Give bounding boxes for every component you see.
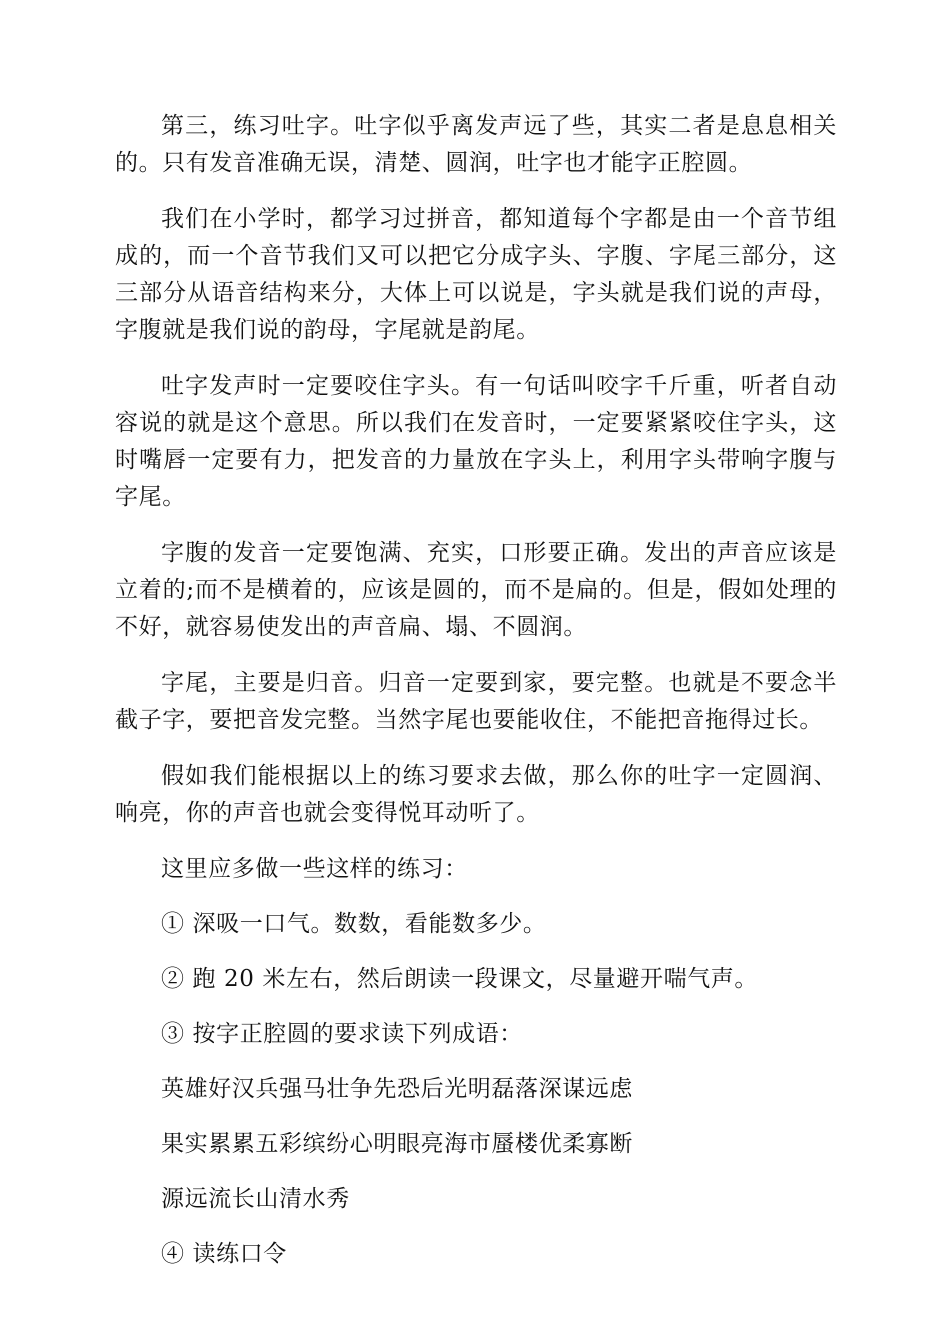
paragraph-summary: 假如我们能根据以上的练习要求去做，那么你的吐字一定圆润、响亮，你的声音也就会变得悦耳动听了。 [115,763,837,826]
exercise-item-3: ③ 按字正腔圆的要求读下列成语： [161,1021,523,1047]
idiom-line-1: 英雄好汉兵强马壮争先恐后光明磊落深谋远虑 [161,1076,633,1102]
paragraph-word-head: 吐字发声时一定要咬住字头。有一句话叫咬字千斤重，听者自动容说的就是这个意思。所以我们在发音时，一定要紧紧咬住字头，这时嘴唇一定要有力，把发音的力量放在字头上，利用字头带响字腹与字尾。 [115,373,837,510]
paragraph-word-tail: 字尾，主要是归音。归音一定要到家，要完整。也就是不要念半截子字，要把音发完整。当然字尾也要能收住，不能把音拖得过长。 [115,670,837,733]
exercise-intro: 这里应多做一些这样的练习： [161,856,468,882]
document-body [115,108,837,1291]
exercise-item-4: ④ 读练口令 [161,1241,287,1267]
paragraph-syllable-structure: 我们在小学时，都学习过拼音，都知道每个字都是由一个音节组成的，而一个音节我们又可以把它分成字头、字腹、字尾三部分，这三部分从语音结构来分，大体上可以说是，字头就是我们说的声母，字腹就是我们说的韵母，字尾就是韵尾。 [115,206,837,343]
paragraph-word-belly: 字腹的发音一定要饱满、充实，口形要正确。发出的声音应该是立着的;而不是横着的，应该是圆的，而不是扁的。但是，假如处理的不好，就容易使发出的声音扁、塌、不圆润。 [115,540,837,640]
exercise-item-2: ② 跑 20 米左右，然后朗读一段课文，尽量避开喘气声。 [161,966,758,992]
idiom-line-3: 源远流长山清水秀 [161,1186,350,1212]
idiom-line-2: 果实累累五彩缤纷心明眼亮海市蜃楼优柔寡断 [161,1131,633,1157]
paragraph-practice-articulation: 第三，练习吐字。吐字似乎离发声远了些，其实二者是息息相关的。只有发音准确无误，清楚、圆润，吐字也才能字正腔圆。 [115,113,837,176]
exercise-item-1: ① 深吸一口气。数数，看能数多少。 [161,911,547,937]
